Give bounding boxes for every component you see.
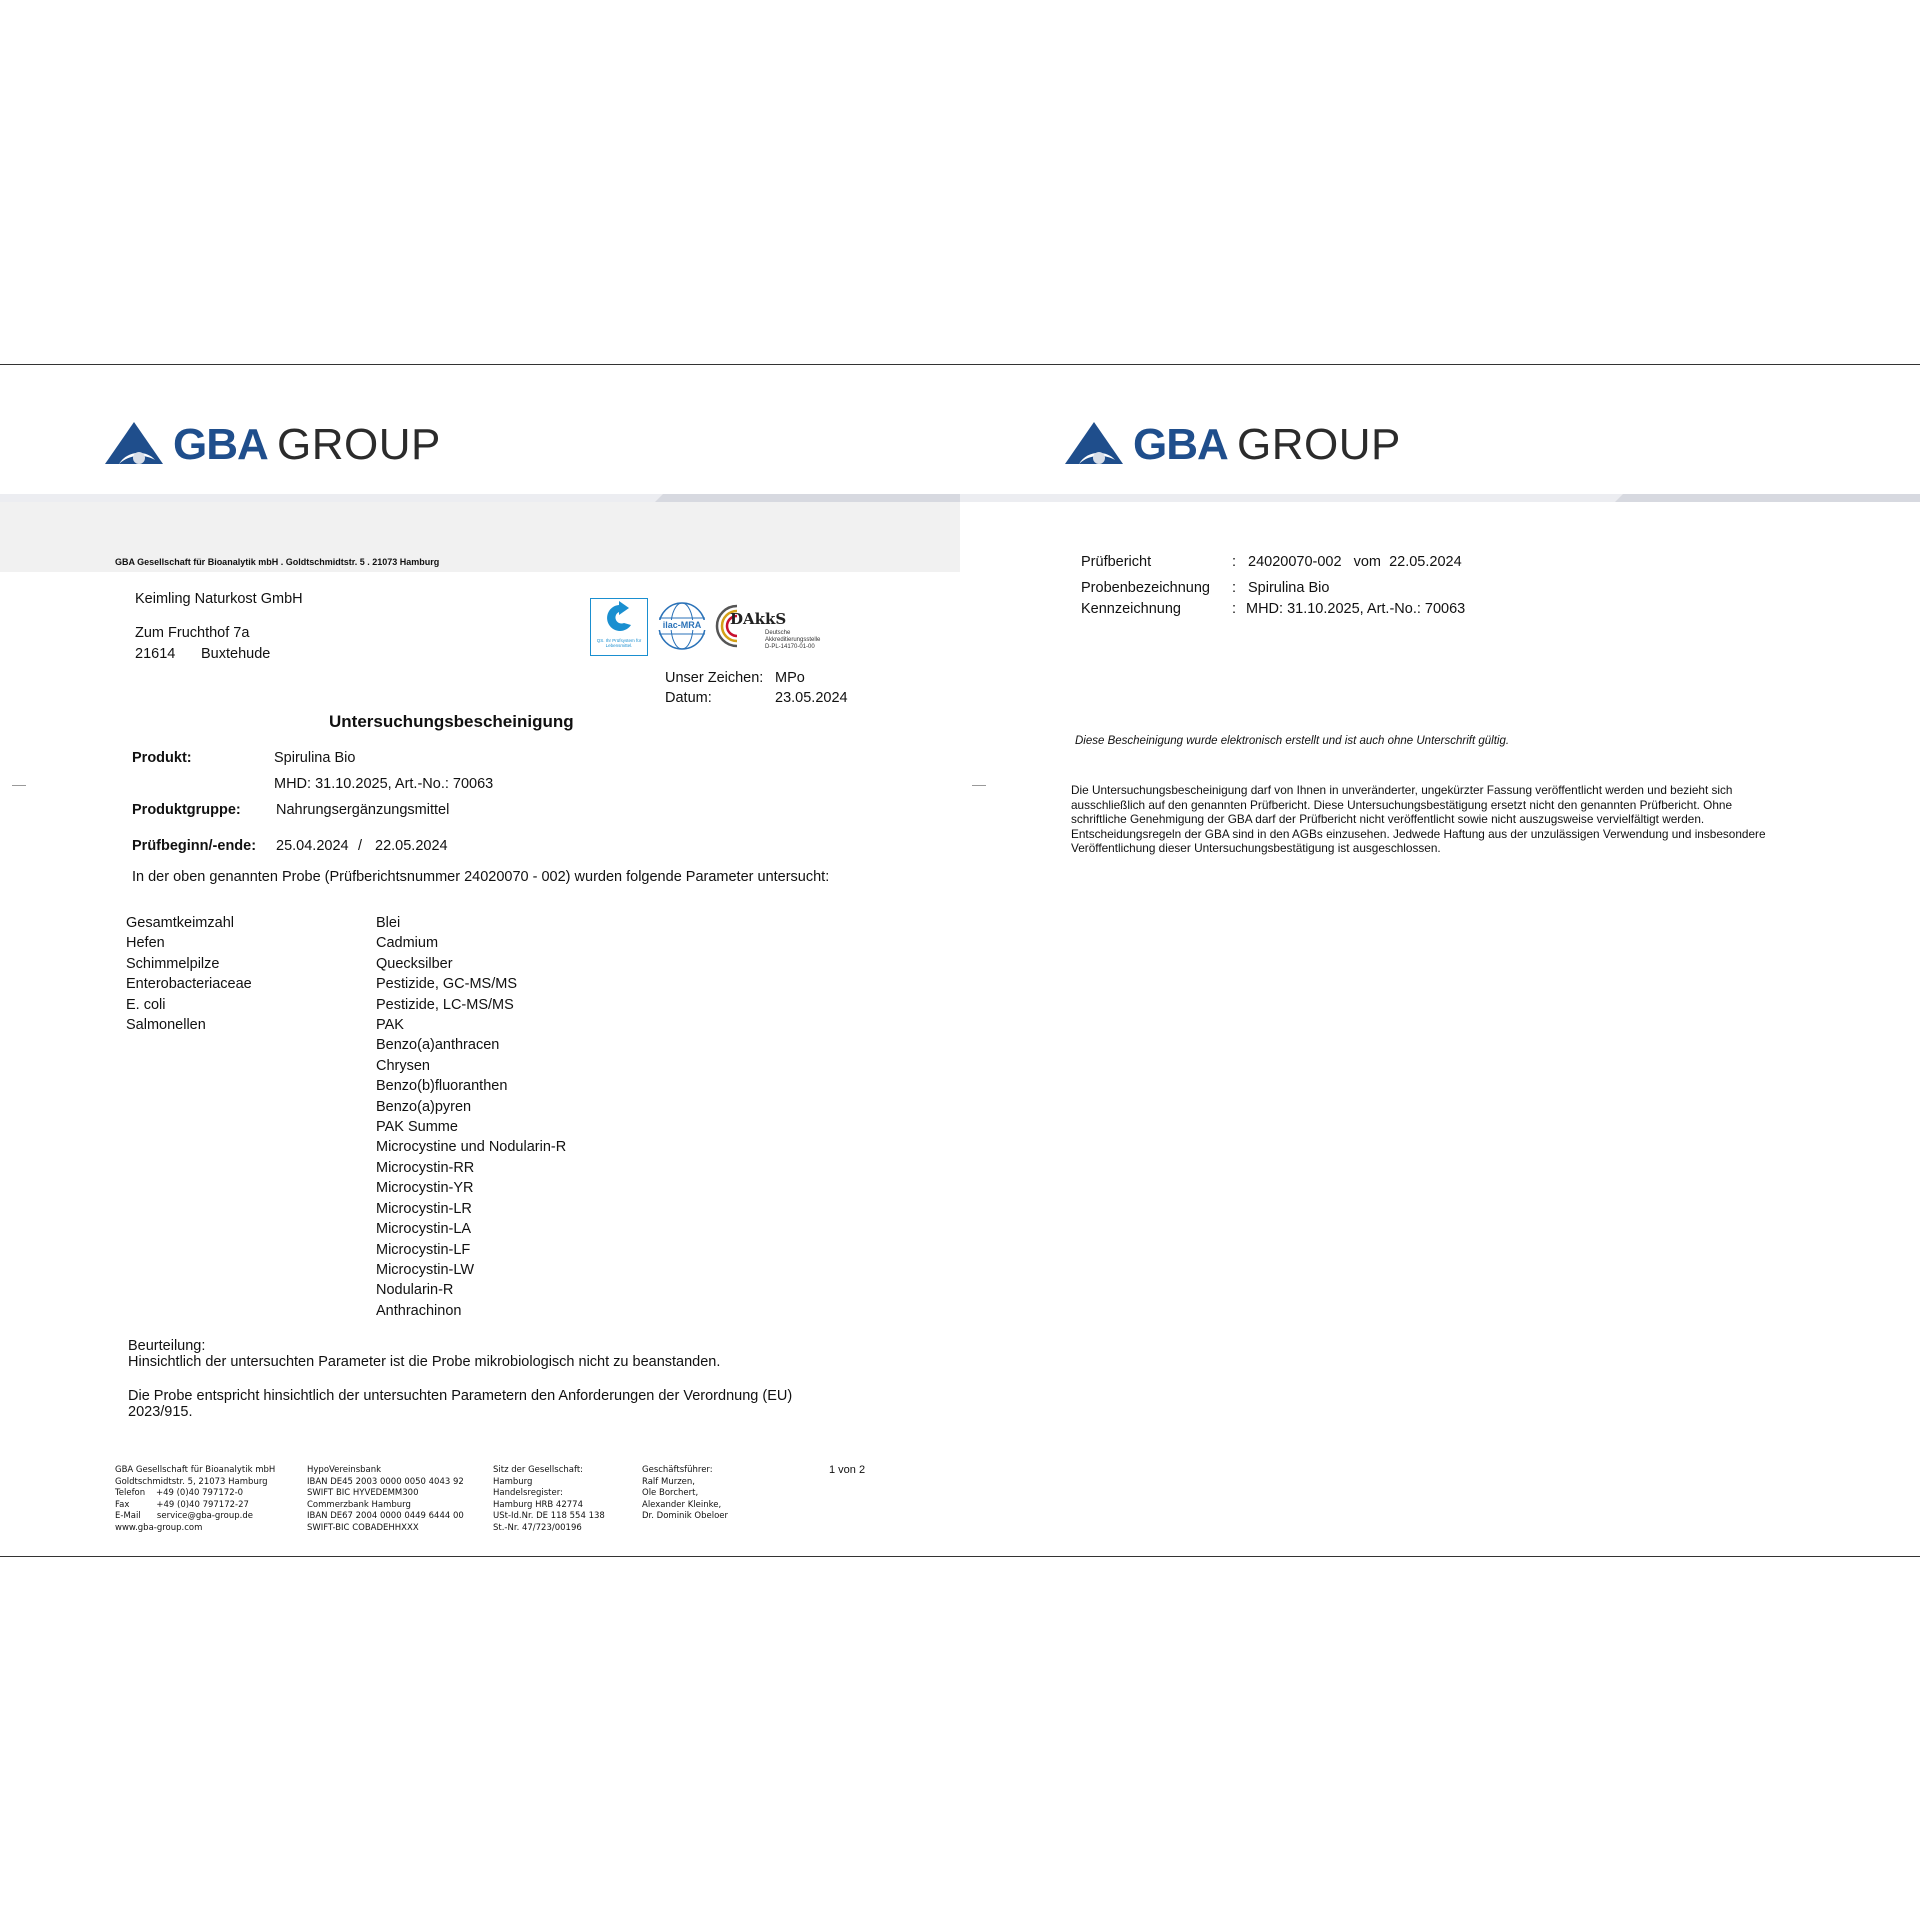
parameter-item: Microcystin-RR — [376, 1159, 475, 1176]
disclaimer-line: schriftliche Genehmigung der GBA darf der Prüfbericht nicht veröffentlicht sowie nicht auszugsweise vervielfältigt werden. — [1071, 812, 1705, 827]
disclaimer-line: ausschließlich auf den genannten Prüfbericht. Diese Untersuchungsbestätigung ersetzt nicht den genannten Prüfbericht. Ohne — [1071, 797, 1733, 812]
parameter-list-micro — [126, 913, 252, 1035]
parameter-item: Enterobacteriaceae — [126, 976, 252, 993]
kennzeichnung-value: MHD: 31.10.2025, Art.-No.: 70063 — [1246, 601, 1466, 617]
gba-logo-icon — [1065, 422, 1123, 466]
electronic-note: Diese Bescheinigung wurde elektronisch erstellt und ist auch ohne Unterschrift gültig. — [1075, 735, 1510, 747]
pruefbeginn-label: Prüfbeginn/-ende: — [132, 838, 257, 854]
page-number: 1 von 2 — [829, 1464, 866, 1476]
intro-text: In der oben genannten Probe (Prüfberichtsnummer 24020070 - 002) wurden folgende Parameter untersucht: — [132, 869, 830, 885]
kennzeichnung-colon: : — [1232, 601, 1237, 617]
certificate-page-1 — [0, 364, 960, 1556]
parameter-item: Gesamtkeimzahl — [126, 915, 234, 931]
document-title: Untersuchungsbescheinigung — [329, 712, 574, 731]
parameter-item: Schimmelpilze — [126, 955, 220, 972]
footer-management: Geschäftsführer: Ralf Murzen, Ole Borchert, Alexander Kleinke, Dr. Dominik Obeloer — [642, 1465, 729, 1521]
parameter-item: Quecksilber — [376, 955, 453, 972]
parameter-item: Benzo(a)pyren — [376, 1098, 472, 1115]
probenbezeichnung-label: Probenbezeichnung — [1081, 580, 1210, 596]
certificate-page-2 — [960, 364, 1920, 1556]
fold-mark — [12, 785, 26, 786]
parameter-item: Microcystin-LR — [376, 1200, 472, 1217]
zeichen-value: MPo — [775, 670, 805, 686]
pruefbeginn-value: 25.04.2024 — [276, 838, 349, 854]
logo-text-light: GROUP — [277, 420, 441, 469]
parameter-item: Microcystin-LF — [376, 1241, 471, 1258]
qs-logo-icon — [591, 599, 647, 639]
produktgruppe-value: Nahrungsergänzungsmittel — [276, 802, 450, 818]
fold-mark — [972, 785, 986, 786]
datum-label: Datum: — [665, 690, 712, 706]
zeichen-label: Unser Zeichen: — [665, 670, 764, 686]
disclaimer-line: Die Untersuchungsbescheinigung darf von Ihnen in unveränderter, ungekürzter Fassung veröffentlicht werden und bezieht sich — [1071, 783, 1733, 797]
pruefbericht-colon: : — [1232, 554, 1237, 570]
dakks-sub1: Deutsche — [765, 630, 791, 636]
pruefbericht-value: 24020070-002 vom 22.05.2024 — [1248, 554, 1462, 570]
parameter-item: Nodularin-R — [376, 1282, 454, 1299]
logo-text-bold: GBA — [1133, 420, 1228, 469]
produkt-label: Produkt: — [132, 750, 192, 766]
recipient-city: Buxtehude — [201, 646, 271, 662]
beurteilung-text: Hinsichtlich der untersuchten Parameter ist die Probe mikrobiologisch nicht zu beanstanden. — [128, 1354, 721, 1370]
logo-text-light: GROUP — [1237, 420, 1401, 469]
parameter-item: E. coli — [126, 996, 166, 1013]
probenbezeichnung-colon: : — [1232, 580, 1237, 596]
kennzeichnung-label: Kennzeichnung — [1081, 601, 1181, 617]
footer-bank: HypoVereinsbank IBAN DE45 2003 0000 0050 4043 92 SWIFT BIC HYVEDEMM300 Commerzbank Hamburg IBAN DE67 2004 0000 0449 6444 00 SWIFT-BIC COBADEHHXXX — [307, 1465, 464, 1533]
dakks-id: D-PL-14170-01-00 — [765, 644, 815, 650]
footer-company: GBA Gesellschaft für Bioanalytik mbH Goldtschmidtstr. 5, 21073 Hamburg Telefon +49 (0)40 797172-0 Fax +49 (0)40 797172-27 E-Mail service@gba-group.de www.gba-group.com — [115, 1465, 276, 1533]
produkt-value: Spirulina Bio — [274, 750, 356, 766]
pruefende-value: 22.05.2024 — [375, 838, 448, 854]
parameter-item: Benzo(b)fluoranthen — [376, 1078, 508, 1095]
parameter-item: Microcystin-LA — [376, 1221, 472, 1238]
beurteilung-label: Beurteilung: — [128, 1338, 206, 1354]
parameter-item: Chrysen — [376, 1057, 430, 1074]
disclaimer-line: Veröffentlichung dieser Untersuchungsbestätigung ist ausgeschlossen. — [1071, 841, 1441, 856]
dakks-label: DAkkS — [730, 610, 787, 628]
gba-logo-icon — [105, 422, 163, 466]
probenbezeichnung-value: Spirulina Bio — [1248, 580, 1330, 596]
bottom-divider — [0, 1556, 1920, 1557]
recipient-zip: 21614 — [135, 646, 176, 662]
parameter-item: Salmonellen — [126, 1017, 206, 1034]
pruef-separator: / — [358, 838, 363, 854]
qs-badge-text: QS. Ihr Prüfsystem für Lebensmittel. — [596, 638, 642, 648]
logo-text-bold: GBA — [173, 420, 268, 469]
qs-badge — [590, 598, 648, 656]
parameter-item: Pestizide, GC-MS/MS — [376, 976, 517, 993]
recipient-street: Zum Fruchthof 7a — [135, 625, 250, 641]
parameter-item: Cadmium — [376, 935, 439, 952]
verordnung-line1: Die Probe entspricht hinsichtlich der untersuchten Parametern den Anforderungen der Verordnung (EU) — [128, 1388, 793, 1404]
datum-value: 23.05.2024 — [775, 690, 848, 706]
footer-register: Sitz der Gesellschaft: Hamburg Handelsregister: Hamburg HRB 42774 USt-Id.Nr. DE 118 554 138 St.-Nr. 47/723/00196 — [493, 1465, 605, 1533]
header-band-accent — [1615, 494, 1920, 502]
parameter-item: PAK — [376, 1017, 404, 1034]
parameter-list-chem — [376, 913, 566, 1321]
parameter-item: Benzo(a)anthracen — [376, 1037, 500, 1054]
parameter-item: Blei — [376, 915, 401, 931]
verordnung-line2: 2023/915. — [128, 1404, 193, 1420]
produkt-mhd: MHD: 31.10.2025, Art.-No.: 70063 — [274, 776, 494, 792]
parameter-item: Anthrachinon — [376, 1302, 462, 1319]
pruefbericht-label: Prüfbericht — [1081, 554, 1152, 570]
parameter-item: Pestizide, LC-MS/MS — [376, 996, 514, 1013]
parameter-item: Microcystin-LW — [376, 1261, 475, 1278]
parameter-item: Microcystin-YR — [376, 1180, 474, 1197]
sender-line: GBA Gesellschaft für Bioanalytik mbH . Goldtschmidtstr. 5 . 21073 Hamburg — [115, 557, 440, 567]
produktgruppe-label: Produktgruppe: — [132, 802, 241, 818]
disclaimer — [1071, 783, 1766, 856]
ilac-badge — [657, 601, 707, 651]
parameter-item: Microcystine und Nodularin-R — [376, 1139, 567, 1156]
dakks-badge — [715, 600, 845, 658]
recipient-name: Keimling Naturkost GmbH — [135, 591, 303, 607]
dakks-sub2: Akkreditierungsstelle — [765, 637, 821, 643]
parameter-item: Hefen — [126, 935, 165, 952]
header-band-accent — [655, 494, 960, 502]
parameter-item: PAK Summe — [376, 1119, 458, 1136]
disclaimer-line: Entscheidungsregeln der GBA sind in den AGBs einzusehen. Jedwede Haftung aus der unzulässigen Verwendung und insbesondere — [1071, 826, 1766, 841]
ilac-label: ilac-MRA — [657, 620, 707, 630]
